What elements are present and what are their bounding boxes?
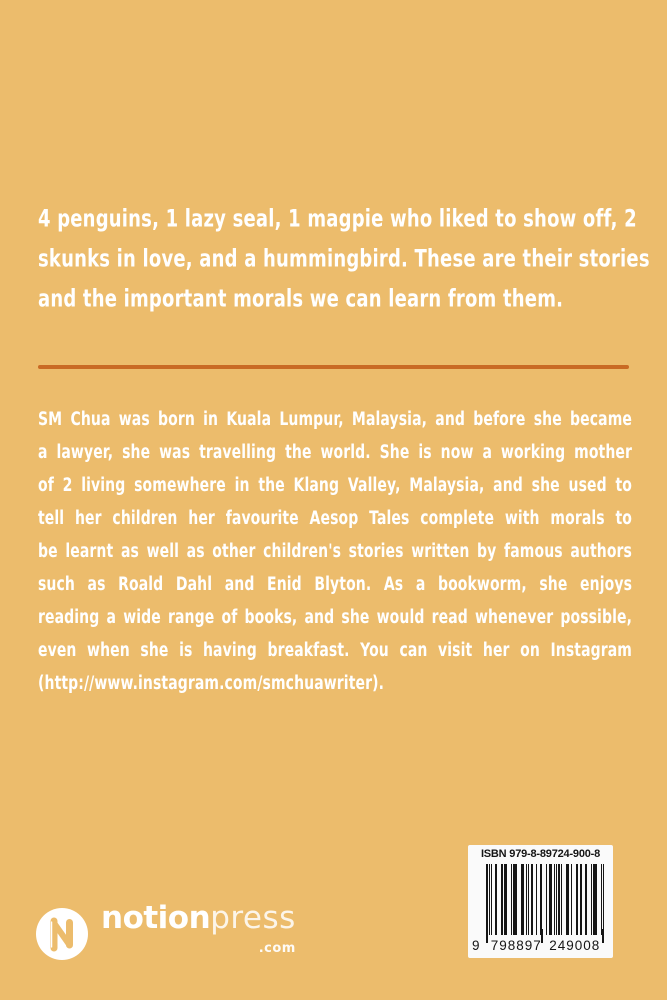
bio-line: (http://www.instagram.com/smchuawriter). — [38, 673, 385, 695]
divider-line — [38, 365, 629, 369]
barcode-digit-group: 249008 — [549, 937, 601, 953]
notionpress-logo-icon — [36, 908, 88, 960]
barcode-bars — [486, 864, 604, 935]
bio-line: SM Chua was born in Kuala Lumpur, Malaysia, and before she became — [38, 409, 632, 431]
synopsis-blurb — [38, 200, 650, 320]
barcode-digit-group: 798897 — [490, 937, 542, 953]
blurb-line: skunks in love, and a hummingbird. These are their stories — [38, 245, 650, 274]
barcode-digits — [472, 936, 604, 954]
blurb-line: and the important morals we can learn from them. — [38, 285, 564, 314]
bio-line: tell her children her favourite Aesop Tales complete with morals to — [38, 508, 632, 530]
bio-line: reading a wide range of books, and she would read whenever possible, — [38, 607, 632, 629]
barcode-panel — [468, 845, 613, 958]
bio-line: a lawyer, she was travelling the world. She is now a working mother — [38, 442, 632, 464]
bio-line: such as Roald Dahl and Enid Blyton. As a bookworm, she enjoys — [38, 574, 632, 596]
barcode-digit-first: 9 — [472, 937, 480, 953]
author-bio — [38, 404, 632, 701]
bio-line: be learnt as well as other children's stories written by famous authors — [38, 541, 632, 563]
publisher-domain: .com — [258, 941, 296, 956]
bio-line: even when she is having breakfast. You can visit her on Instagram — [38, 640, 632, 662]
publisher-wordmark — [101, 900, 296, 964]
publisher-name-light: press — [210, 900, 296, 936]
isbn-label: ISBN 979-8-89724-900-8 — [480, 848, 601, 860]
bio-line: of 2 living somewhere in the Klang Valley, Malaysia, and she used to — [38, 475, 632, 497]
notionpress-logo — [36, 900, 296, 964]
blurb-line: 4 penguins, 1 lazy seal, 1 magpie who liked to show off, 2 — [38, 205, 637, 234]
publisher-name-bold: notion — [101, 900, 211, 936]
